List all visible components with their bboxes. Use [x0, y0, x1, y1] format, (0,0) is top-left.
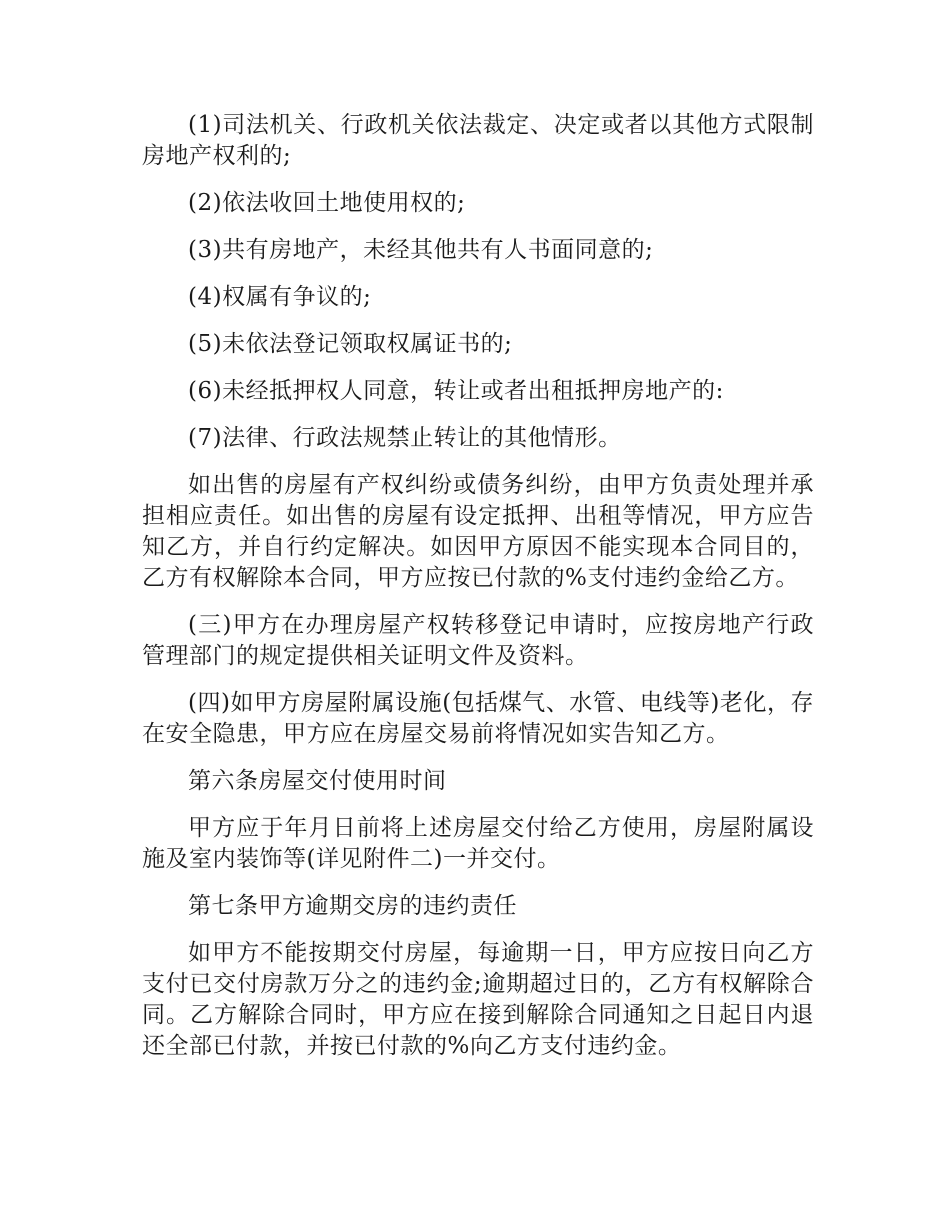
- article-seven-heading: 第七条甲方逾期交房的违约责任: [188, 893, 517, 919]
- clause-item-4: (4)权属有争议的;: [188, 284, 372, 310]
- clause-three-paragraph: (三)甲方在办理房屋产权转移登记申请时，应按房地产行政管理部门的规定提供相关证明文件及资料。: [142, 612, 814, 669]
- clause-item-2: (2)依法收回土地使用权的;: [188, 190, 466, 216]
- article-six-paragraph: 甲方应于年月日前将上述房屋交付给乙方使用，房屋附属设施及室内装饰等(详见附件二)一并交付。: [142, 815, 814, 872]
- clause-four-paragraph: (四)如甲方房屋附属设施(包括煤气、水管、电线等)老化，存在安全隐患，甲方应在房屋交易前将情况如实告知乙方。: [142, 690, 814, 747]
- clause-item-7: (7)法律、行政法规禁止转让的其他情形。: [188, 425, 622, 451]
- clause-item-1: (1)司法机关、行政机关依法裁定、决定或者以其他方式限制房地产权利的;: [142, 112, 814, 169]
- clause-item-3: (3)共有房地产，未经其他共有人书面同意的;: [188, 237, 654, 263]
- clause-item-6: (6)未经抵押权人同意，转让或者出租抵押房地产的:: [188, 378, 724, 404]
- dispute-liability-paragraph: 如出售的房屋有产权纠纷或债务纠纷，由甲方负责处理并承担相应责任。如出售的房屋有设定抵押、出租等情况，甲方应告知乙方，并自行约定解决。如因甲方原因不能实现本合同目的，乙方有权解除本合同，甲方应按已付款的%支付违约金给乙方。: [142, 472, 814, 591]
- clause-item-5: (5)未依法登记领取权属证书的;: [188, 331, 513, 357]
- article-seven-paragraph: 如甲方不能按期交付房屋，每逾期一日，甲方应按日向乙方支付已交付房款万分之的违约金;逾期超过日的，乙方有权解除合同。乙方解除合同时，甲方应在接到解除合同通知之日起日内退还全部已付款，并按已付款的%向乙方支付违约金。: [142, 940, 814, 1059]
- document-body: [142, 110, 814, 1078]
- article-six-heading: 第六条房屋交付使用时间: [188, 768, 447, 794]
